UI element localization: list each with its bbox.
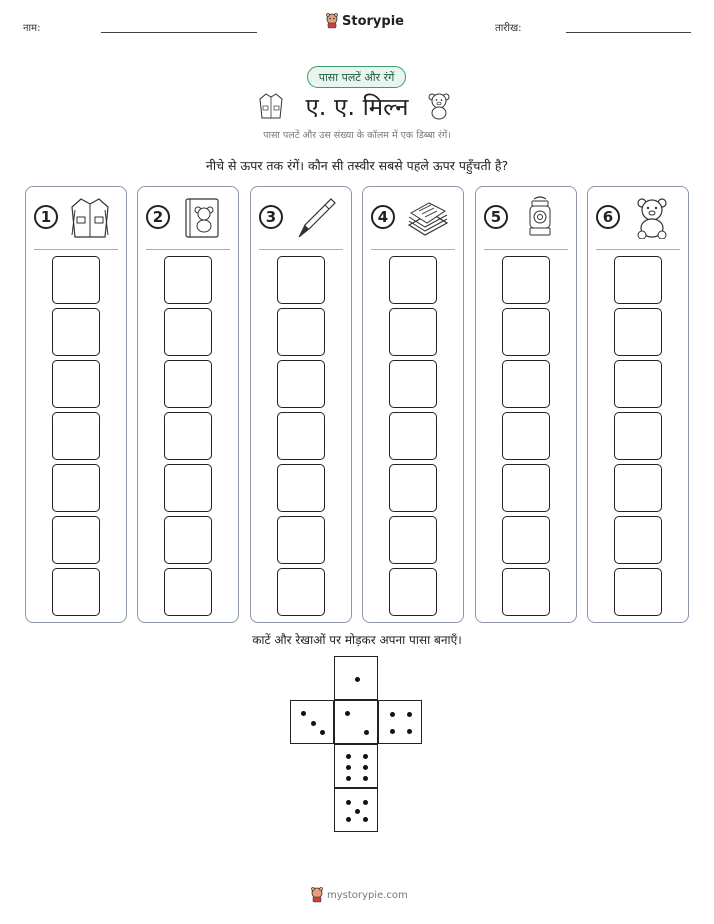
color-box[interactable] [389,256,437,304]
color-box[interactable] [614,256,662,304]
dice-pip [301,711,306,716]
teddy-bear-icon [426,92,452,120]
color-box[interactable] [277,464,325,512]
color-box[interactable] [502,308,550,356]
column-divider [146,249,230,250]
lantern-icon [518,195,562,239]
name-field-line[interactable] [101,32,257,33]
column-number: 1 [34,205,58,229]
column-divider [371,249,455,250]
color-box[interactable] [614,568,662,616]
color-box[interactable] [614,412,662,460]
dice-pip [346,765,351,770]
color-box[interactable] [277,360,325,408]
color-box[interactable] [389,360,437,408]
dice-pip [364,730,369,735]
color-box[interactable] [277,308,325,356]
footer [310,887,408,903]
dice-column-1 [25,186,127,623]
dice-pip [390,729,395,734]
color-box[interactable] [164,412,212,460]
column-number: 6 [596,205,620,229]
color-box[interactable] [52,464,100,512]
dice-pip [345,711,350,716]
color-box[interactable] [277,516,325,564]
dice-face-4 [378,700,422,744]
dice-column-3 [250,186,352,623]
dice-face-5 [334,788,378,832]
color-box[interactable] [389,464,437,512]
storypie-mascot-icon [310,887,324,903]
color-box[interactable] [502,516,550,564]
dice-instruction: काटें और रेखाओं पर मोड़कर अपना पासा बनाएँ। [252,633,462,647]
color-box[interactable] [389,308,437,356]
coat-icon [68,195,112,239]
color-box[interactable] [164,464,212,512]
name-label: नाम: [23,23,41,34]
dice-face-2 [334,700,378,744]
column-divider [596,249,680,250]
color-box[interactable] [164,308,212,356]
column-number: 5 [484,205,508,229]
color-box[interactable] [614,516,662,564]
dice-pip [355,677,360,682]
dice-pip [346,754,351,759]
column-divider [34,249,118,250]
date-label: तारीख: [495,23,522,34]
dice-pip [346,776,351,781]
dice-face-6 [334,744,378,788]
color-box[interactable] [164,360,212,408]
date-field-line[interactable] [566,32,691,33]
dice-column-2 [137,186,239,623]
dice-pip [363,754,368,759]
dice-pip [363,800,368,805]
dice-pip [363,765,368,770]
column-divider [484,249,568,250]
color-box[interactable] [277,412,325,460]
color-box[interactable] [277,256,325,304]
dice-pip [363,776,368,781]
color-box[interactable] [614,464,662,512]
activity-badge: पासा पलटें और रंगें [307,66,406,88]
color-box[interactable] [389,516,437,564]
color-box[interactable] [52,568,100,616]
dice-pip [363,817,368,822]
dice-pip [346,800,351,805]
storypie-logo [325,13,404,29]
dice-pip [390,712,395,717]
color-box[interactable] [614,360,662,408]
color-box[interactable] [389,412,437,460]
column-divider [259,249,343,250]
column-number: 3 [259,205,283,229]
footer-url[interactable]: mystorypie.com [327,889,408,901]
dice-pip [320,730,325,735]
color-box[interactable] [277,568,325,616]
paper-stack-icon [405,195,449,239]
color-box[interactable] [502,412,550,460]
color-box[interactable] [52,516,100,564]
color-box[interactable] [502,256,550,304]
color-box[interactable] [164,516,212,564]
dice-column-5 [475,186,577,623]
color-box[interactable] [502,360,550,408]
column-number: 4 [371,205,395,229]
dice-column-6 [587,186,689,623]
dice-pip [407,729,412,734]
color-box[interactable] [614,308,662,356]
teddy-book-icon [180,195,224,239]
dice-pip [355,809,360,814]
color-box[interactable] [502,464,550,512]
dice-pip [407,712,412,717]
color-box[interactable] [389,568,437,616]
column-number: 2 [146,205,170,229]
color-box[interactable] [52,256,100,304]
color-box[interactable] [164,256,212,304]
dice-pip [346,817,351,822]
color-box[interactable] [502,568,550,616]
brand-name: Storypie [342,13,404,29]
page-subtitle: पासा पलटें और उस संख्या के कॉलम में एक डिब्बा रंगें। [263,130,451,141]
color-box[interactable] [52,360,100,408]
dice-column-4 [362,186,464,623]
page-title: ए. ए. मिल्न [305,93,409,121]
storypie-mascot-icon [325,13,339,29]
dice-net [290,656,426,836]
teddy-bear-icon [630,195,674,239]
dice-pip [311,721,316,726]
fountain-pen-icon [293,195,337,239]
instruction-text: नीचे से ऊपर तक रंगें। कौन सी तस्वीर सबसे पहले ऊपर पहुँचती है? [205,158,509,173]
color-box[interactable] [52,308,100,356]
dice-face-1 [334,656,378,700]
dice-face-3 [290,700,334,744]
color-box[interactable] [164,568,212,616]
color-box[interactable] [52,412,100,460]
